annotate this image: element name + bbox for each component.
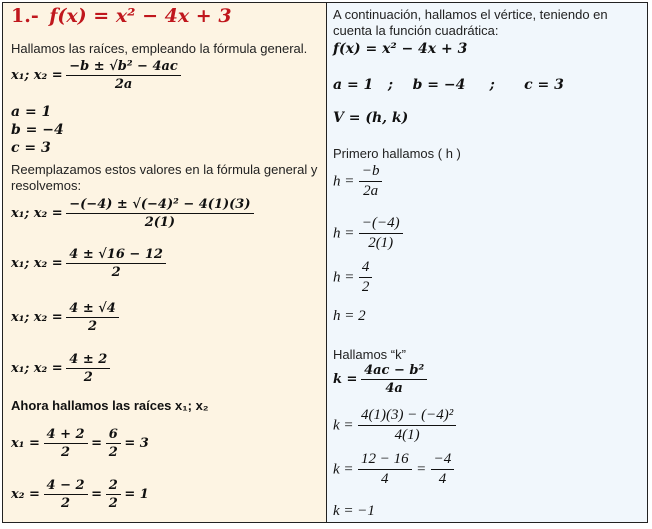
h-result: h = 2 bbox=[333, 308, 366, 324]
problem-number: 1.- bbox=[11, 5, 39, 27]
general-formula-fraction: $\frac{\text{−b ± √b² − 4ac}}{2a}$ bbox=[66, 59, 181, 92]
coefficients: a = 1 b = −4 c = 3 bbox=[11, 104, 64, 156]
general-formula: x₁; x₂ = $\frac{\text{−b ± √b² − 4ac}}{2a}$ bbox=[11, 59, 322, 92]
root-2: x₂ = $\frac{4 - 2}{2}$ = $\frac{2}{2}$ = 1 bbox=[11, 478, 149, 511]
problem-function: f(x) = x² − 4x + 3 bbox=[49, 5, 232, 27]
k-step-2: k = $\frac{\text{4(1)(3) − (−4)²}}{4(1)}$ bbox=[333, 407, 643, 444]
vertex-formula: V = (h, k) bbox=[333, 110, 409, 126]
h-step-1: h = $\frac{-b}{2a}$ bbox=[333, 163, 643, 200]
step-4: x₁; x₂ = $\frac{4 \pm 2}{2}$ bbox=[11, 352, 322, 385]
coefficients-line: a = 1 ; b = −4 ; c = 3 bbox=[333, 77, 564, 93]
k-heading: Hallamos “k” bbox=[333, 347, 406, 362]
step-3: x₁; x₂ = $\frac{4 \pm √4}{2}$ bbox=[11, 301, 322, 334]
intro-text: Hallamos las raíces, empleando la fórmula general. bbox=[11, 41, 308, 56]
worksheet bbox=[2, 2, 648, 523]
first-h-text: Primero hallamos ( h ) bbox=[333, 146, 461, 161]
problem-heading bbox=[11, 5, 322, 27]
replace-text: Reemplazamos estos valores en la fórmula general y resolvemos: bbox=[11, 162, 318, 193]
function-line: f(x) = x² − 4x + 3 bbox=[333, 41, 468, 57]
root-1: x₁ = $\frac{4 + 2}{2}$ = $\frac{6}{2}$ = 3 bbox=[11, 427, 149, 460]
right-column bbox=[327, 3, 647, 522]
k-step-3: k = $\frac{12 - 16}{4}$ = $\frac{-4}{4}$ bbox=[333, 451, 643, 488]
k-formula: k = $\frac{\text{4ac − b²}}{4a}$ bbox=[333, 363, 643, 396]
h-step-2: h = $\frac{-(-4)}{2(1)}$ bbox=[333, 215, 643, 252]
step-2: x₁; x₂ = $\frac{4 \pm √16 - 12}{2}$ bbox=[11, 247, 322, 280]
h-step-3: h = $\frac{4}{2}$ bbox=[333, 259, 643, 296]
step-1: x₁; x₂ = $\frac{\text{−(−4) ± √(−4)² − 4(1)(3)}}{2(1)}$ bbox=[11, 197, 322, 230]
left-column bbox=[3, 3, 327, 522]
roots-heading: Ahora hallamos las raíces x₁; x₂ bbox=[11, 398, 209, 413]
k-result: k = −1 bbox=[333, 503, 375, 519]
vertex-intro: A continuación, hallamos el vértice, teniendo en cuenta la función cuadrática: bbox=[333, 7, 608, 38]
